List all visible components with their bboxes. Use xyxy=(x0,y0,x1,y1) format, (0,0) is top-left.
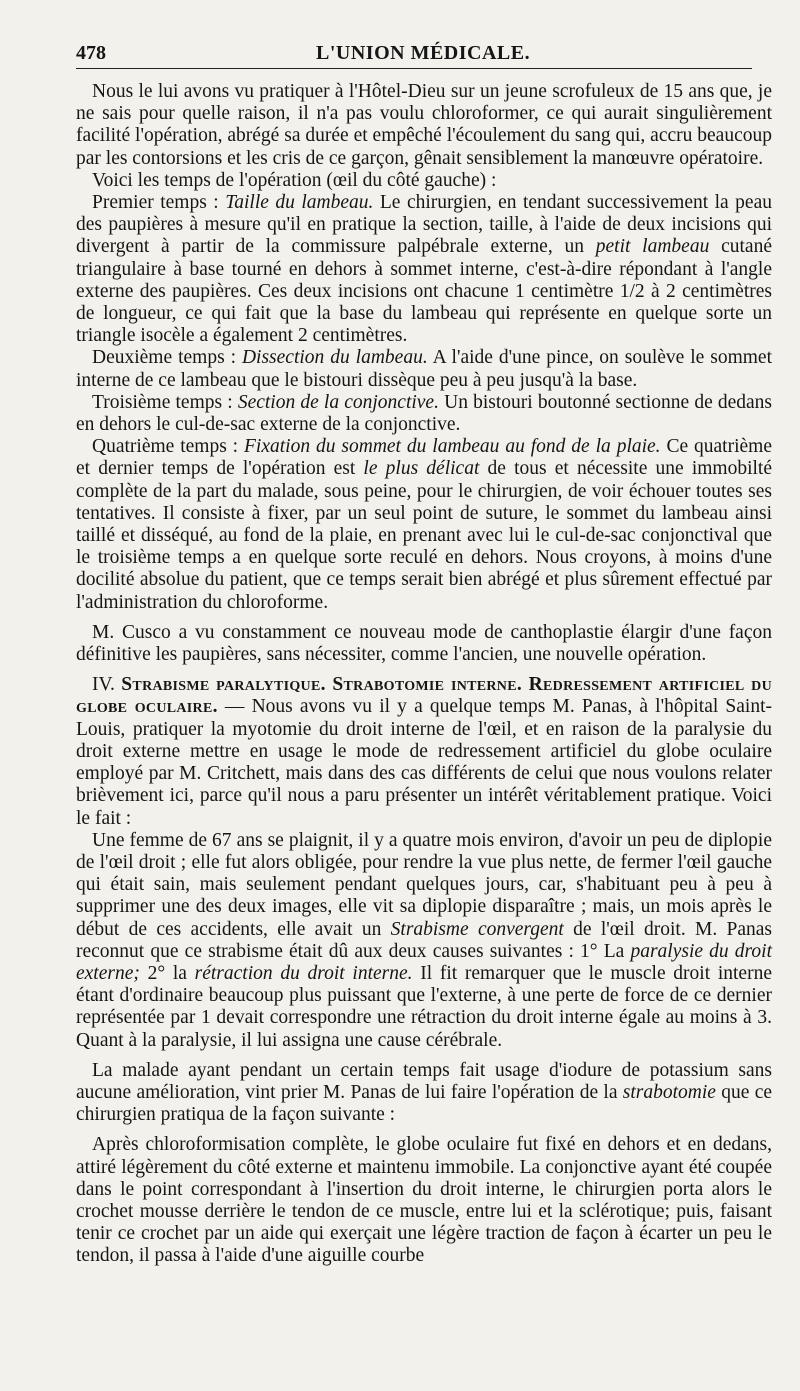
paragraph-operation-steps-intro: Voici les temps de l'opération (œil du côté gauche) : xyxy=(92,169,497,191)
step-title: Dissection du lambeau. xyxy=(241,347,428,369)
paragraph-scrofuleux: Nous le lui avons vu pratiquer à l'Hôtel-Dieu sur un jeune scrofuleux de 15 ans que, je ne sais pour quelle raison, il n'a pas voulu chloroformer, ce qui aurait singulièrement facilité l'opération, abrégé sa durée et empêché l'écoulement du sang qui, accru beaucoup par les contorsions et les cris de ce garçon, gênait sensiblement la manœuvre opératoire. xyxy=(76,81,772,169)
paragraph-malade: La malade ayant pendant un certain temps fait usage d'iodure de potassium sans aucune amélioration, vint prier M. Panas de lui faire l'opération de la strabotomie que ce chirurgien pratiqua de la façon suivante : xyxy=(76,1059,773,1126)
step-title: Taille du lambeau. xyxy=(225,192,374,214)
journal-title: L'UNION MÉDICALE. xyxy=(316,42,531,64)
step-title: Fixation du sommet du lambeau au fond de la plaie. xyxy=(244,436,661,458)
paragraph-case-report: Une femme de 67 ans se plaignit, il y a quatre mois environ, d'avoir un peu de diplopie de l'œil droit ; elle fut alors obligée, pour rendre la vue plus nette, de fermer l'œil gauche qui était sain, mais seulement pendant quelques jours, car, s'habituant peu à peu à supprimer une des deux images, elle vit sa diplopie disparaître ; mais, un mois après le début de ces accidents, elle avait un Strabisme convergent de l'œil droit. M. Panas reconnut que ce strabisme était dû aux deux causes suivantes : 1° La paralysie du droit externe; 2° la rétraction du droit interne. Il fit remarquer que le muscle droit interne étant d'ordinaire beaucoup plus puissant que l'externe, à une perte de force de ce dernier représentée par 1 devait correspondre une rétraction du droit interne égale au moins à 3. Quant à la paralysie, il lui assigna une cause cérébrale. xyxy=(76,829,773,1051)
paragraph-premier-temps: Premier temps : Taille du lambeau. Le chirurgien, en tendant successivement la peau des paupières à mesure qu'il en pratique la section, taille, à l'aide de deux incisions qui divergent à partir de la commissure palpébrale externe, un petit lambeau cutané triangulaire à base tourné en dehors à sommet interne, c'est-à-dire répondant à l'angle externe des paupières. Ces deux incisions ont chacune 1 centimètre 1/2 à 2 centimètres de longueur, ce qui fait que la base du lambeau qui représente en quelque sorte un triangle isocèle a également 2 centimètres. xyxy=(76,192,772,347)
paragraph-cusco: M. Cusco a vu constamment ce nouveau mode de canthoplastie élargir d'une façon définitive les paupières, sans nécessiter, comme l'ancien, une nouvelle opération. xyxy=(76,621,772,666)
article-body xyxy=(76,81,772,1268)
section-heading-strabisme: IV. Strabisme paralytique. Strabotomie interne. Redressement artificiel du globe oculaire. — Nous avons vu il y a quelque temps M. Panas, à l'hôpital Saint-Louis, pratiquer la myotomie du droit interne de l'œil, et en raison de la paralysie du droit externe mettre en usage le mode de redressement artificiel du globe oculaire employé par M. Critchett, mais dans des cas différents de celui que nous voulons relater brièvement ici, parce qu'il nous a paru présenter un intérêt véritablement pratique. Voici le fait : xyxy=(76,674,772,829)
paragraph-deuxieme-temps: Deuxième temps : Dissection du lambeau. A l'aide d'une pince, on soulève le sommet interne de ce lambeau que le bistouri dissèque peu à peu jusqu'à la base. xyxy=(76,347,773,391)
paragraph-troisieme-temps: Troisième temps : Section de la conjonctive. Un bistouri boutonné sectionne de dedans en dehors le cul-de-sac externe de la conjonctive. xyxy=(76,391,773,436)
page-header xyxy=(76,38,752,69)
paragraph-quatrieme-temps: Quatrième temps : Fixation du sommet du lambeau au fond de la plaie. Ce quatrième et dernier temps de l'opération est le plus délicat de tous et nécessite une immobilté complète de la part du malade, sous peine, pour le chirurgien, de voir échouer toutes ses tentatives. Il consiste à fixer, par un seul point de suture, le sommet du lambeau ainsi taillé et disséqué, au fond de la plaie, en prenant avec lui le cul-de-sac conjonctival que le troisième temps a en quelque sorte reculé en dehors. Nous croyons, à moins d'une docilité absolue du patient, que ce temps serait bien abrégé et plus sûrement effectué par l'administration du chloroforme. xyxy=(76,436,772,613)
section-title: Strabisme paralytique. Strabotomie interne. Redressement artificiel du globe oculaire. xyxy=(76,674,772,718)
paragraph-chloroformisation: Après chloroformisation complète, le globe oculaire fut fixé en dehors et en dedans, attiré légèrement du côté externe et maintenu immobile. La conjonctive ayant été coupée dans le point correspondant à l'insertion du droit interne, le chirurgien porta alors le crochet mousse derrière le tendon de ce muscle, entre lui et la sclérotique; puis, faisant tenir ce crochet par un aide qui exerçait une légère traction de façon à écarter un peu le tendon, il passa à l'aide d'une aiguille courbe xyxy=(76,1134,772,1267)
page-number: 478 xyxy=(76,42,106,64)
step-title: Section de la conjonctive. xyxy=(237,391,439,413)
